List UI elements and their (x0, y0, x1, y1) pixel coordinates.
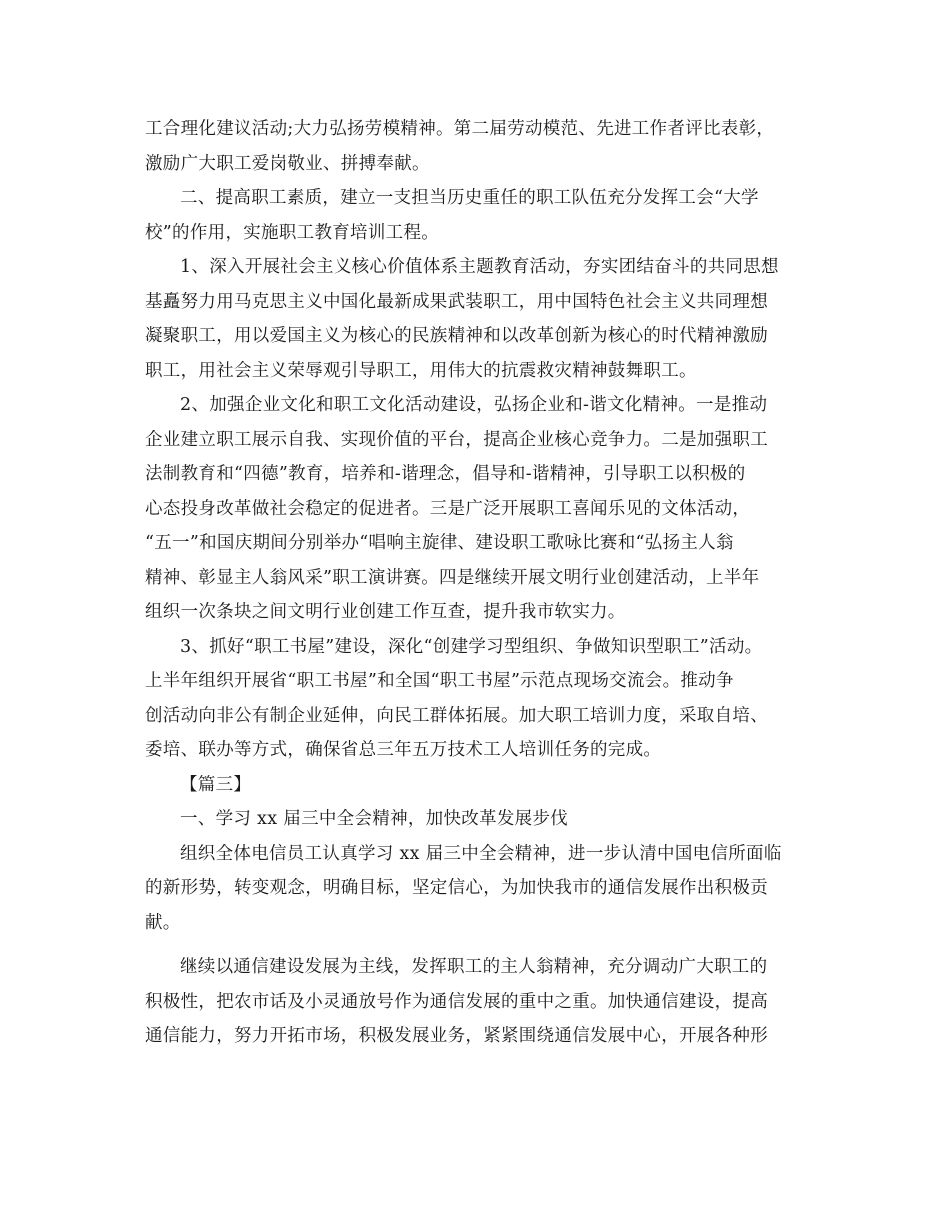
text-line: 企业建立职工展示自我、实现价值的平台，提高企业核心竞争力。二是加强职工 (145, 429, 768, 450)
text-line: 献。 (145, 912, 181, 933)
text-line: 继续以通信建设发展为主线，发挥职工的主人翁精神，充分调动广大职工的 (180, 957, 768, 977)
text-line: 工合理化建议活动;大力弘扬劳模精神。第二届劳动模范、先进工作者评比表彰， (145, 119, 775, 139)
text-line: “五一”和国庆期间分别举办“唱响主旋律、建设职工歌咏比赛和“弘扬主人翁 (145, 533, 734, 553)
text-line: 校”的作用，实施职工教育培训工程。 (145, 222, 440, 243)
text-line: 基矗努力用马克思主义中国化最新成果武装职工，用中国特色社会主义共同理想 (145, 291, 768, 312)
text-line: 的新形势，转变观念，明确目标，坚定信心，为加快我市的通信发展作出积极贡 (145, 878, 768, 898)
document-body (145, 112, 825, 1054)
text-line: 通信能力，努力开拓市场，积极发展业务，紧紧围绕通信发展中心，开展各种形 (145, 1026, 768, 1046)
part-heading: 【篇三】 (180, 774, 252, 795)
text-line: 组织一次条块之间文明行业创建工作互查，提升我市软实力。 (145, 602, 626, 622)
text-line: 激励广大职工爱岗敬业、拼搏奉献。 (145, 153, 430, 174)
text-line: 创活动向非公有制企业延伸，向民工群体拓展。加大职工培训力度，采取自培、 (145, 705, 768, 726)
text-line: 上半年组织开展省“职工书屋”和全国“职工书屋”示范点现场交流会。推动争 (145, 671, 734, 691)
text-line: 积极性，把农市话及小灵通放号作为通信发展的重中之重。加快通信建设，提高 (145, 991, 768, 1012)
text-line: 精神、彰显主人翁风采”职工演讲赛。四是继续开展文明行业创建活动，上半年 (145, 567, 760, 588)
text-line: 组织全体电信员工认真学习 xx 届三中全会精神，进一步认清中国电信所面临 (180, 843, 782, 864)
text-line: 凝聚职工，用以爱国主义为核心的民族精神和以改革创新为核心的时代精神激励 (145, 326, 768, 346)
list-item-1: 1、深入开展社会主义核心价值体系主题教育活动，夯实团结奋斗的共同思想 (180, 257, 779, 277)
section-heading: 一、学习 xx 届三中全会精神，加快改革发展步伐 (180, 809, 569, 829)
list-item-2: 2、加强企业文化和职工文化活动建设，弘扬企业和-谐文化精神。一是推动 (180, 395, 768, 415)
list-item-3: 3、抓好“职工书屋”建设，深化“创建学习型组织、争做知识型职工”活动。 (180, 636, 763, 657)
text-line: 委培、联办等方式，确保省总三年五万技术工人培训任务的完成。 (145, 740, 662, 760)
text-line: 心态投身改革做社会稳定的促进者。三是广泛开展职工喜闻乐见的文体活动， (145, 498, 751, 519)
section-heading: 二、提高职工素质，建立一支担当历史重任的职工队伍充分发挥工会“大学 (180, 188, 759, 208)
text-line: 法制教育和“四德”教育，培养和-谐理念，倡导和-谐精神，引导职工以积极的 (145, 464, 746, 484)
text-line: 职工，用社会主义荣辱观引导职工，用伟大的抗震救灾精神鼓舞职工。 (145, 360, 697, 381)
